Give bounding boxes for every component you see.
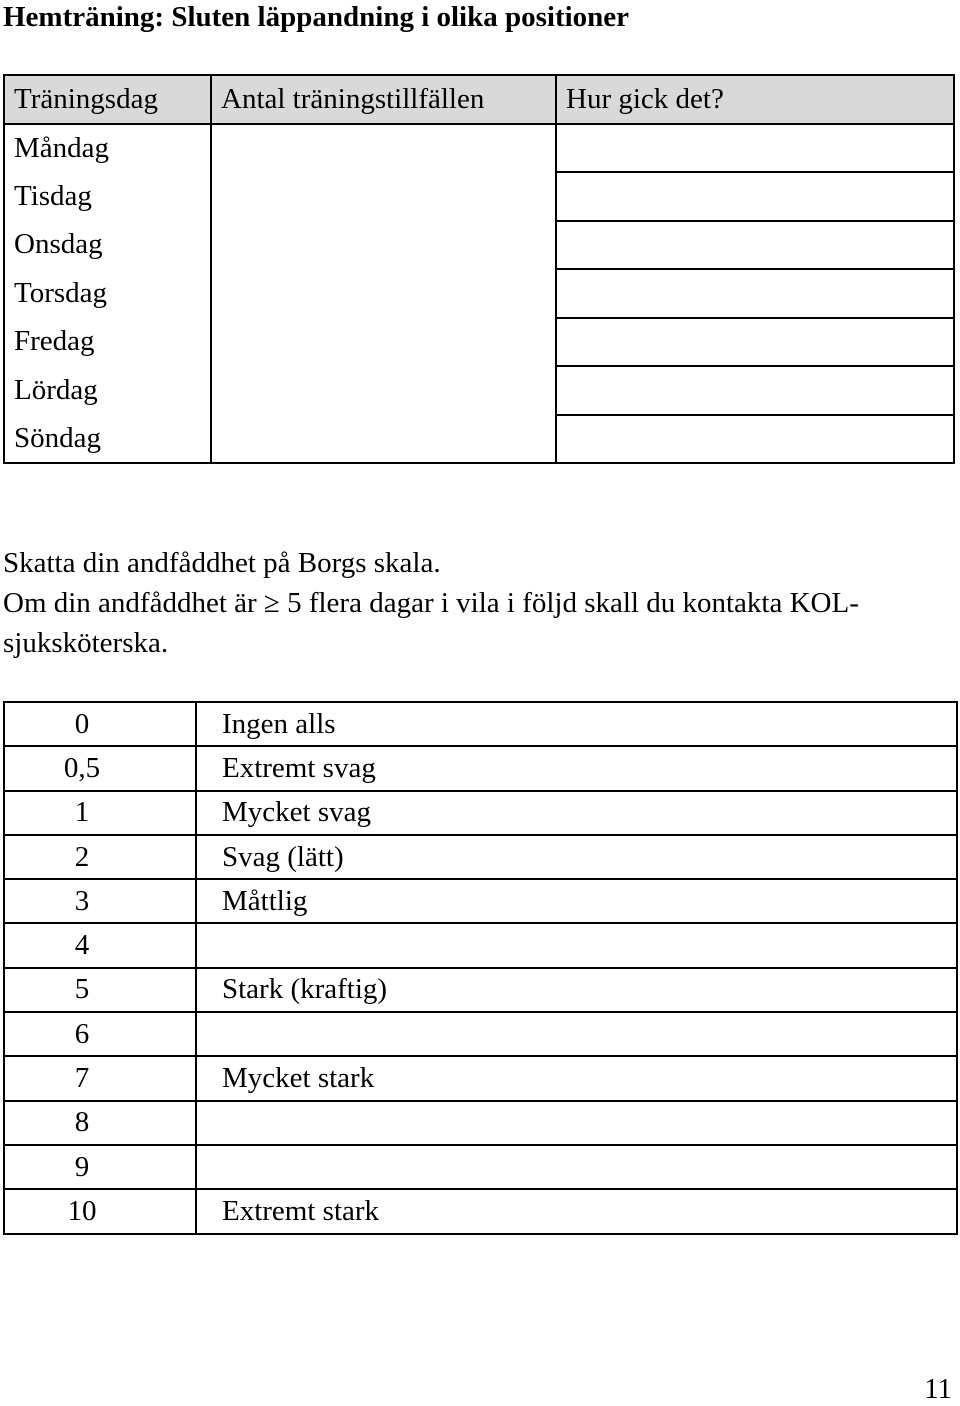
day-label: Lördag	[4, 366, 211, 415]
table-row	[4, 835, 957, 879]
header-training-day: Träningsdag	[4, 75, 211, 124]
result-cell[interactable]	[556, 221, 954, 270]
session-count-cell[interactable]	[211, 318, 556, 367]
table-row	[4, 702, 957, 746]
day-label: Onsdag	[4, 221, 211, 270]
day-label: Söndag	[4, 415, 211, 464]
borg-score: 8	[4, 1101, 196, 1145]
result-cell[interactable]	[556, 269, 954, 318]
result-cell[interactable]	[556, 366, 954, 415]
table-row	[4, 318, 954, 367]
table-row	[4, 968, 957, 1012]
borg-score: 4	[4, 923, 196, 967]
day-label: Måndag	[4, 124, 211, 173]
page-number: 11	[924, 1373, 952, 1405]
table-row	[4, 1012, 957, 1056]
borg-score: 5	[4, 968, 196, 1012]
borg-scale-table	[3, 701, 958, 1235]
table-row	[4, 1189, 957, 1233]
page-title: Hemträning: Sluten läppandning i olika positioner	[3, 1, 630, 33]
session-count-cell[interactable]	[211, 415, 556, 464]
borg-score: 0,5	[4, 746, 196, 790]
borg-description: Ingen alls	[196, 702, 957, 746]
result-cell[interactable]	[556, 172, 954, 221]
borg-score: 2	[4, 835, 196, 879]
borg-description: Extremt svag	[196, 746, 957, 790]
header-session-count: Antal träningstillfällen	[211, 75, 556, 124]
borg-score: 7	[4, 1056, 196, 1100]
table-row	[4, 415, 954, 464]
borg-score: 6	[4, 1012, 196, 1056]
day-label: Fredag	[4, 318, 211, 367]
borg-description	[196, 923, 957, 967]
borg-description	[196, 1101, 957, 1145]
borg-description: Svag (lätt)	[196, 835, 957, 879]
borg-description: Mycket svag	[196, 791, 957, 835]
table-row	[4, 124, 954, 173]
day-label: Torsdag	[4, 269, 211, 318]
day-label: Tisdag	[4, 172, 211, 221]
header-how-did-it-go: Hur gick det?	[556, 75, 954, 124]
instructions	[3, 543, 953, 663]
session-count-cell[interactable]	[211, 221, 556, 270]
table-row	[4, 923, 957, 967]
table-row	[4, 1056, 957, 1100]
session-count-cell[interactable]	[211, 269, 556, 318]
table-row	[4, 879, 957, 923]
borg-score: 9	[4, 1145, 196, 1189]
table-row	[4, 1145, 957, 1189]
session-count-cell[interactable]	[211, 366, 556, 415]
instruction-contact-nurse: Om din andfåddhet är ≥ 5 flera dagar i vila i följd skall du kontakta KOL-sjuksköterska.	[3, 587, 859, 659]
table-row	[4, 172, 954, 221]
borg-score: 3	[4, 879, 196, 923]
borg-description: Stark (kraftig)	[196, 968, 957, 1012]
borg-description	[196, 1012, 957, 1056]
borg-score: 10	[4, 1189, 196, 1233]
borg-description: Måttlig	[196, 879, 957, 923]
borg-description	[196, 1145, 957, 1189]
session-count-cell[interactable]	[211, 124, 556, 173]
training-log-table	[3, 74, 955, 464]
table-header-row	[4, 75, 954, 124]
instruction-borg-rating: Skatta din andfåddhet på Borgs skala.	[3, 547, 441, 579]
table-row	[4, 221, 954, 270]
borg-score: 0	[4, 702, 196, 746]
table-row	[4, 269, 954, 318]
result-cell[interactable]	[556, 415, 954, 464]
session-count-cell[interactable]	[211, 172, 556, 221]
result-cell[interactable]	[556, 318, 954, 367]
table-row	[4, 791, 957, 835]
table-row	[4, 1101, 957, 1145]
borg-description: Mycket stark	[196, 1056, 957, 1100]
result-cell[interactable]	[556, 124, 954, 173]
table-row	[4, 746, 957, 790]
borg-description: Extremt stark	[196, 1189, 957, 1233]
table-row	[4, 366, 954, 415]
borg-score: 1	[4, 791, 196, 835]
